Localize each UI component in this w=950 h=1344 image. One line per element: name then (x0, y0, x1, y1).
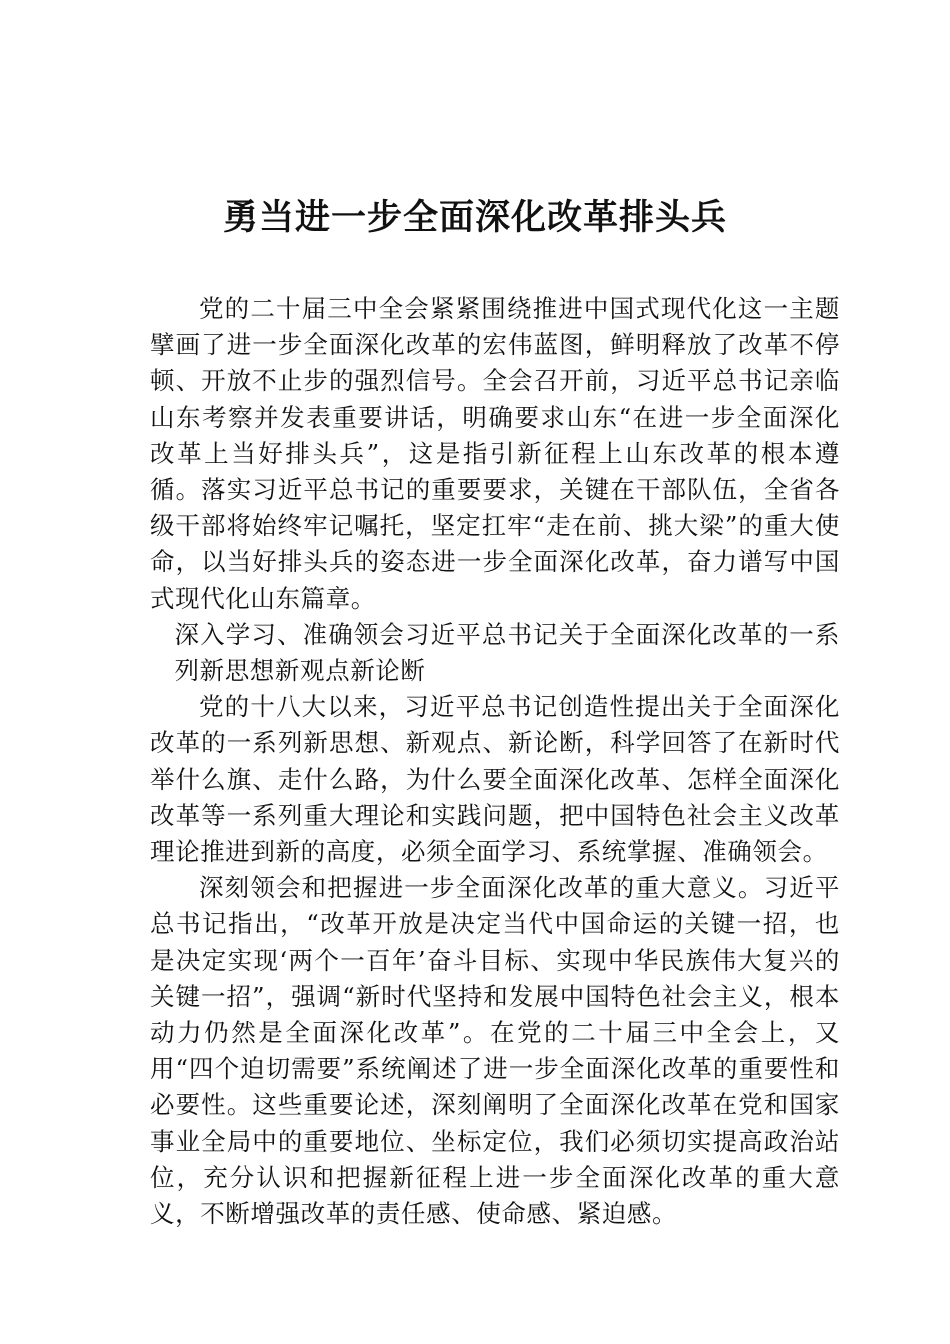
section-heading: 深入学习、准确领会习近平总书记关于全面深化改革的一系列新思想新观点新论断 (174, 619, 840, 686)
document-title: 勇当进一步全面深化改革排头兵 (222, 197, 727, 238)
body-paragraph: 深刻领会和把握进一步全面深化改革的重大意义。习近平总书记指出，“改革开放是决定当代中国命运的关键一招，也是决定实现‘两个一百年’奋斗目标、实现中华民族伟大复兴的关键一招”，强调“新时代坚持和发展中国特色社会主义，根本动力仍然是全面深化改革”。在党的二十届三中全会上，又用“四个迫切需要”系统阐述了进一步全面深化改革的重要性和必要性。这些重要论述，深刻阐明了全面深化改革在党和国家事业全局中的重要地位、坐标定位，我们必须切实提高政治站位，充分认识和把握新征程上进一步全面深化改革的重大意义，不断增强改革的责任感、使命感、紧迫感。 (150, 873, 840, 1229)
intro-paragraph: 党的二十届三中全会紧紧围绕推进中国式现代化这一主题擘画了进一步全面深化改革的宏伟蓝图，鲜明释放了改革不停顿、开放不止步的强烈信号。全会召开前，习近平总书记亲临山东考察并发表重要讲话，明确要求山东“在进一步全面深化改革上当好排头兵”，这是指引新征程上山东改革的根本遵循。落实习近平总书记的重要要求，关键在干部队伍，全省各级干部将始终牢记嘱托，坚定扛牢“走在前、挑大梁”的重大使命，以当好排头兵的姿态进一步全面深化改革，奋力谱写中国式现代化山东篇章。 (150, 294, 840, 613)
document-body (150, 291, 840, 1232)
body-paragraph: 党的十八大以来，习近平总书记创造性提出关于全面深化改革的一系列新思想、新观点、新论断，科学回答了在新时代举什么旗、走什么路，为什么要全面深化改革、怎样全面深化改革等一系列重大理论和实践问题，把中国特色社会主义改革理论推进到新的高度，必须全面学习、系统掌握、准确领会。 (150, 692, 840, 867)
